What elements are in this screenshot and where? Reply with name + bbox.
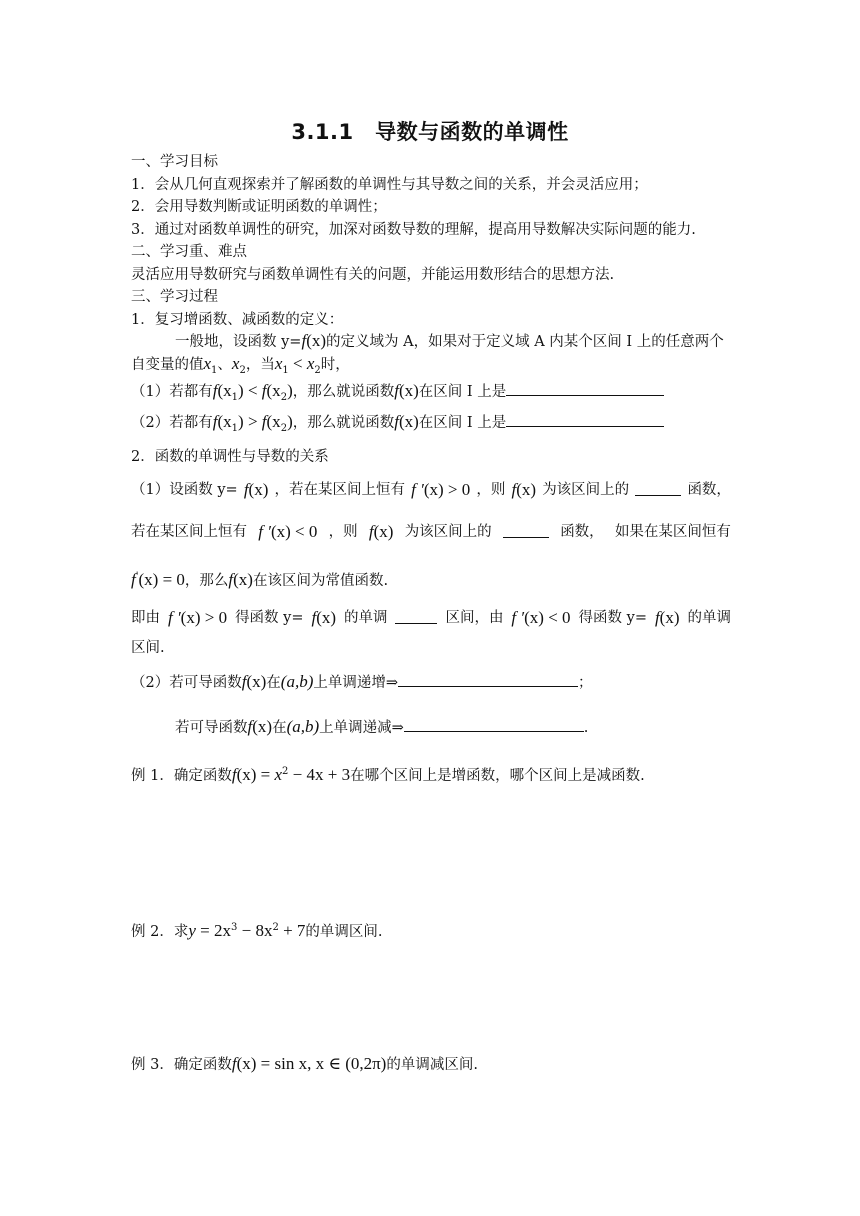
answer-blank[interactable] bbox=[635, 480, 681, 496]
definition-increasing: （1）若都有$f(x_1) < f(x_2)$，那么就说函数f(x)在区间 I 上是 bbox=[131, 380, 664, 408]
definition-decreasing: （2）若都有$f(x_1) > f(x_2)$，那么就说函数f(x)在区间 I 上是 bbox=[131, 411, 664, 439]
relation-line: f'(x) = 0，那么f(x)在该区间为常值函数. bbox=[131, 569, 389, 589]
theorem-decreasing: 若可导函数f(x)在(a,b)上单调递减⇒ . bbox=[175, 717, 589, 736]
relation-line: 若在某区间上恒有 f ′(x) < 0 ，则 f(x) 为该区间上的 函数， 如果在某区间恒有 bbox=[131, 522, 731, 541]
answer-blank[interactable] bbox=[395, 608, 437, 624]
section-heading: 一、学习目标 bbox=[131, 154, 218, 170]
answer-blank[interactable] bbox=[398, 671, 578, 687]
goal-item: 3．通过对函数单调性的研究，加深对函数导数的理解，提高用导数解决实际问题的能力. bbox=[131, 222, 696, 238]
goal-item: 2．会用导数判断或证明函数的单调性； bbox=[131, 199, 387, 215]
step-heading: 1．复习增函数、减函数的定义： bbox=[131, 312, 344, 328]
relation-line: （1）设函数 y= f(x) ，若在某区间上恒有 f ′(x) > 0 ，则 f(x) 为该区间上的 函数， bbox=[131, 480, 731, 499]
definition-line: 自变量的值$x_1$、$x_2$，当$x_1 < x_2$时， bbox=[131, 354, 350, 376]
relation-line: 即由 f ′(x) > 0 得函数 y= f(x) 的单调 区间，由 f ′(x) < 0 得函数 y= f(x) 的单调 bbox=[131, 608, 731, 627]
definition-line: 一般地，设函数 y=f(x)的定义域为 A，如果对于定义域 A 内某个区间 I 上的任意两个 bbox=[175, 331, 724, 350]
section-heading: 三、学习过程 bbox=[131, 289, 218, 305]
answer-blank[interactable] bbox=[506, 380, 664, 396]
page-title: 3.1.1 导数与函数的单调性 bbox=[291, 120, 569, 144]
example-1: 例 1．确定函数$f(x) = x^2 - 4x + 3$在哪个区间上是增函数，哪个区间上是减函数. bbox=[131, 764, 645, 784]
answer-blank[interactable] bbox=[506, 411, 664, 427]
goal-item: 1．会从几何直观探索并了解函数的单调性与其导数之间的关系，并会灵活应用； bbox=[131, 177, 648, 193]
answer-blank[interactable] bbox=[404, 716, 584, 732]
answer-blank[interactable] bbox=[503, 522, 549, 538]
example-2: 例 2．求$y = 2x^3 - 8x^2 + 7$的单调区间. bbox=[131, 920, 383, 940]
section-heading: 二、学习重、难点 bbox=[131, 244, 247, 260]
relation-line: 区间. bbox=[131, 640, 165, 656]
example-3: 例 3．确定函数f(x) = sin x, x ∈ (0,2π)的单调减区间. bbox=[131, 1054, 478, 1073]
theorem-increasing: （2）若可导函数f(x)在(a,b)上单调递增⇒ ； bbox=[131, 672, 593, 691]
key-point: 灵活应用导数研究与函数单调性有关的问题，并能运用数形结合的思想方法. bbox=[131, 267, 615, 283]
step-heading: 2．函数的单调性与导数的关系 bbox=[131, 449, 329, 465]
